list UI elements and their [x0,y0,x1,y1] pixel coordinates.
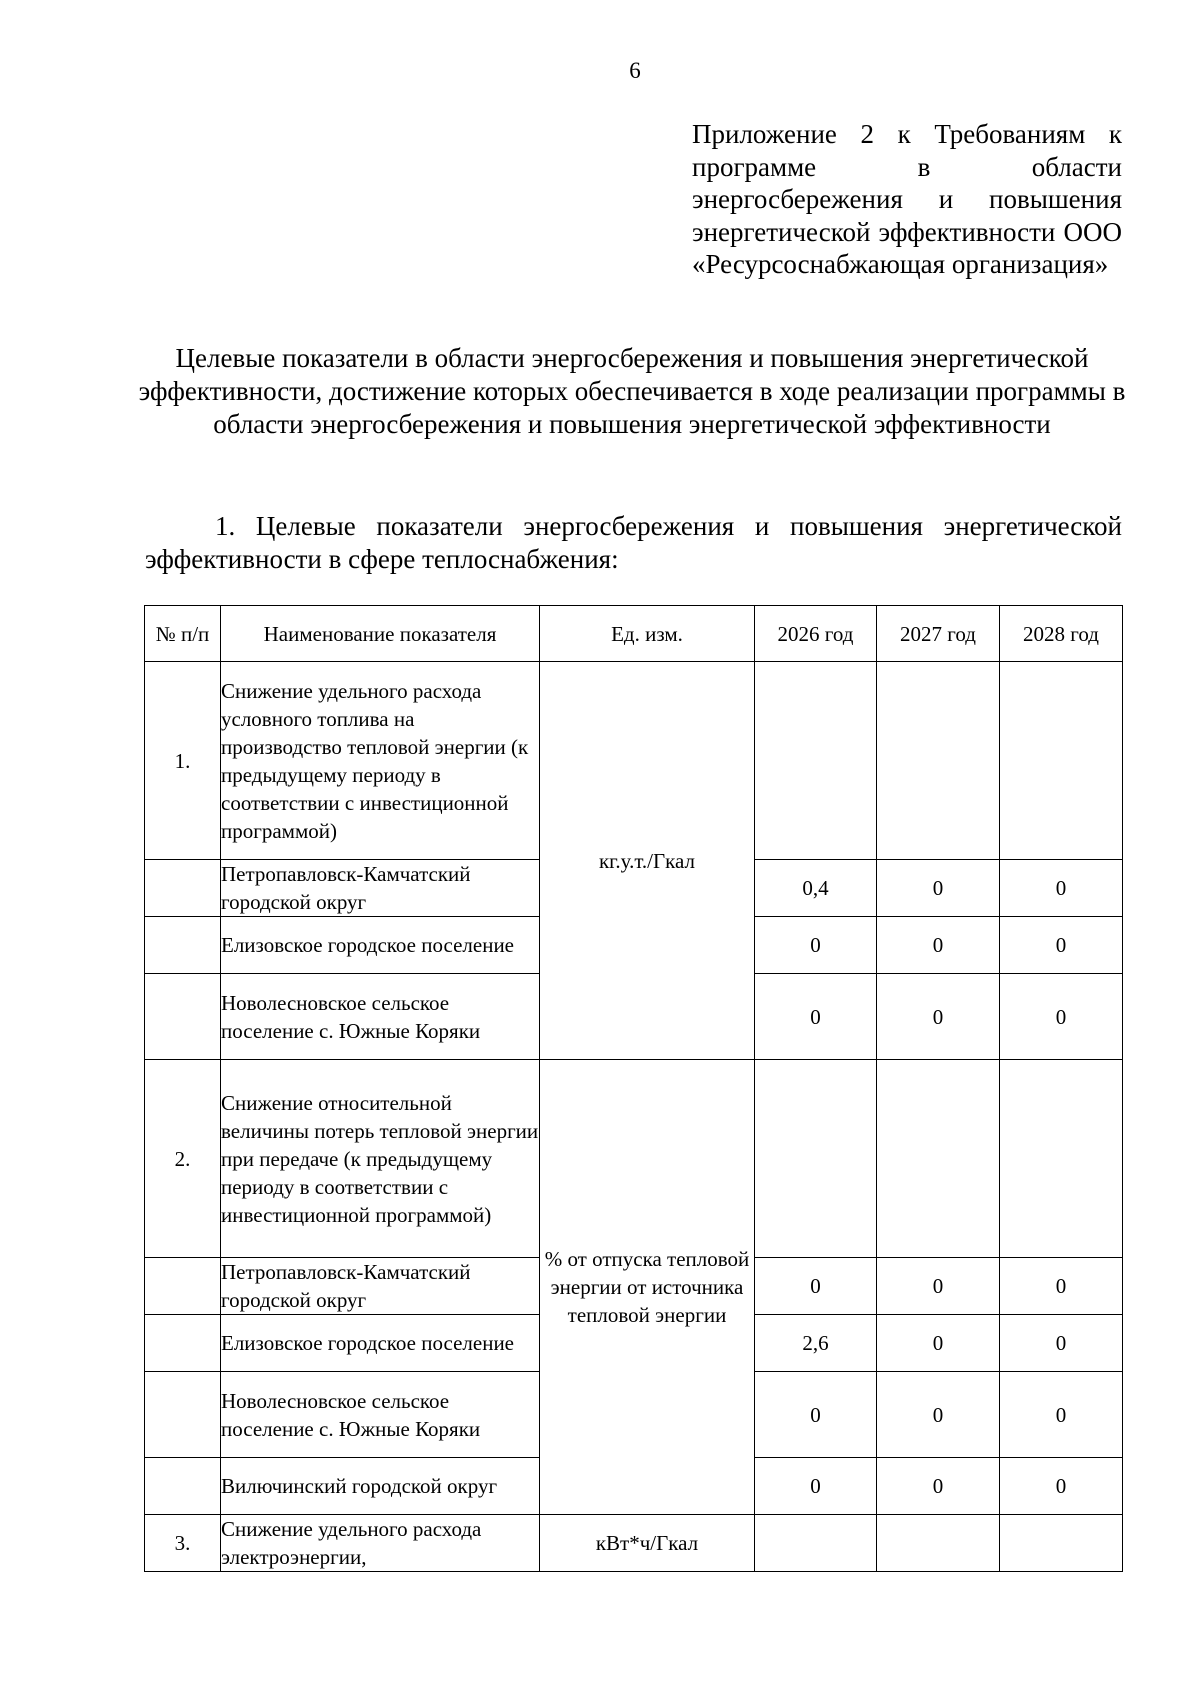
value-2026: 0 [755,1458,877,1515]
table-header-row [145,606,1123,662]
region-name: Петропавловск-Камчатский городской округ [221,860,540,917]
value-2026: 0 [755,1372,877,1458]
row-num: 2. [145,1060,221,1258]
table-row-group-1 [145,662,1123,860]
region-name: Елизовское городское поселение [221,917,540,974]
value-2028: 0 [1000,1315,1123,1372]
value-2027: 0 [877,860,1000,917]
value-2027 [877,662,1000,860]
appendix-reference: Приложение 2 к Требованиям к программе в области энергосбережения и повышения энергетической эффективности ООО «Ресурсоснабжающая организация» [692,119,1122,279]
table-row-group-2 [145,1060,1123,1258]
header-name: Наименование показателя [221,606,540,662]
value-2028: 0 [1000,1372,1123,1458]
region-name: Новолесновское сельское поселение с. Южные Коряки [221,1372,540,1458]
value-2026: 2,6 [755,1315,877,1372]
unit-cell: кВт*ч/Гкал [540,1515,755,1572]
indicator-name: Снижение относительной величины потерь тепловой энергии при передаче (к предыдущему периоду в соответствии с инвестиционной программой) [221,1060,540,1258]
header-num: № п/п [145,606,221,662]
value-2027: 0 [877,1258,1000,1315]
value-2028: 0 [1000,1258,1123,1315]
value-2028: 0 [1000,917,1123,974]
document-title: Целевые показатели в области энергосбережения и повышения энергетической эффективности, достижение которых обеспечивается в ходе реализации программы в области энергосбережения и повышения энергетической эффективности [138,343,1126,439]
page-number: 6 [629,58,641,83]
header-2027: 2027 год [877,606,1000,662]
value-2027 [877,1060,1000,1258]
indicators-table [144,605,1123,1572]
value-2028 [1000,1060,1123,1258]
value-2026: 0 [755,1258,877,1315]
header-unit: Ед. изм. [540,606,755,662]
row-num: 1. [145,662,221,860]
value-2027: 0 [877,1315,1000,1372]
header-2028: 2028 год [1000,606,1123,662]
value-2026 [755,662,877,860]
value-2028: 0 [1000,1458,1123,1515]
indicator-name: Снижение удельного расхода электроэнергии, [221,1515,540,1572]
table-row-group-3 [145,1515,1123,1572]
value-2026 [755,1515,877,1572]
value-2027: 0 [877,917,1000,974]
value-2027: 0 [877,1458,1000,1515]
section-intro: 1. Целевые показатели энергосбережения и повышения энергетической эффективности в сфере теплоснабжения: [145,511,1122,574]
region-name: Новолесновское сельское поселение с. Южные Коряки [221,974,540,1060]
unit-cell: кг.у.т./Гкал [540,662,755,1060]
value-2027: 0 [877,1372,1000,1458]
value-2027: 0 [877,974,1000,1060]
region-name: Петропавловск-Камчатский городской округ [221,1258,540,1315]
header-2026: 2026 год [755,606,877,662]
indicator-name: Снижение удельного расхода условного топлива на производство тепловой энергии (к предыдущему периоду в соответствии с инвестиционной программой) [221,662,540,860]
region-name: Вилючинский городской округ [221,1458,540,1515]
unit-cell: % от отпуска тепловой энергии от источника тепловой энергии [540,1060,755,1515]
value-2026: 0 [755,917,877,974]
value-2026: 0 [755,974,877,1060]
value-2028: 0 [1000,974,1123,1060]
value-2026 [755,1060,877,1258]
value-2026: 0,4 [755,860,877,917]
region-name: Елизовское городское поселение [221,1315,540,1372]
value-2027 [877,1515,1000,1572]
value-2028: 0 [1000,860,1123,917]
row-num: 3. [145,1515,221,1572]
value-2028 [1000,662,1123,860]
value-2028 [1000,1515,1123,1572]
